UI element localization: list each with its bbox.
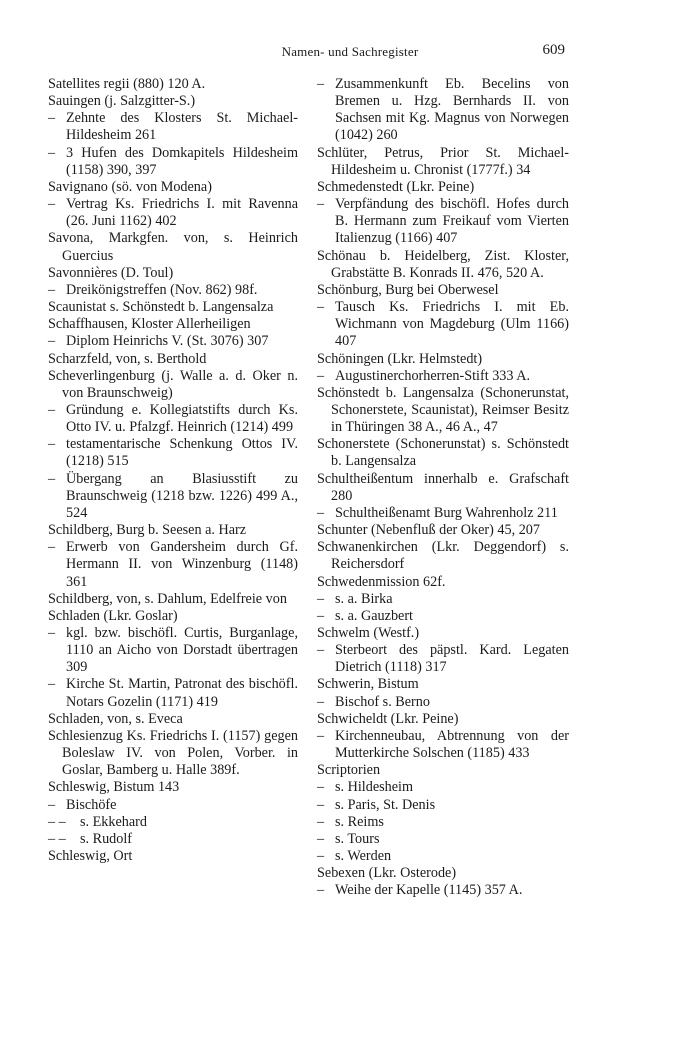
index-subentry: – Kirchenneubau, Abtrennung von der Mutterkirche Solschen (1185) 433	[317, 728, 569, 762]
index-entry: Schwerin, Bistum	[317, 676, 419, 693]
index-entry: Schwedenmission 62f.	[317, 573, 446, 590]
index-entry: Schultheißentum innerhalb e. Grafschaft 280	[317, 470, 569, 504]
index-subentry: – 3 Hufen des Domkapitels Hildesheim (1158) 390, 397	[48, 145, 298, 179]
index-subentry: – s. Werden	[317, 848, 569, 865]
index-subentry: – Zehnte des Klosters St. Michael-Hildesheim 261	[48, 110, 298, 144]
index-subentry: – s. Hildesheim	[317, 779, 569, 796]
index-entry: Schlesienzug Ks. Friedrichs I. (1157) gegen Boleslaw IV. von Polen, Vorber. in Goslar, Bamberg u. Halle 389f.	[48, 727, 298, 779]
index-entry: Schleswig, Bistum 143	[48, 779, 180, 796]
index-subentry: – s. a. Birka	[317, 591, 569, 608]
index-entry: Schwelm (Westf.)	[317, 625, 420, 641]
index-subentry: – s. Reims	[317, 814, 569, 831]
index-entry: Satellites regii (880) 120 A.	[48, 76, 206, 92]
index-entry: Schwicheldt (Lkr. Peine)	[317, 710, 459, 727]
index-entry: Schönburg, Burg bei Oberwesel	[317, 281, 499, 298]
index-subentry: – Zusammenkunft Eb. Becelins von Bremen u. Hzg. Bernhards II. von Sachsen mit Kg. Magnus von Norwegen (1042) 260	[317, 76, 569, 145]
index-subentry: – Bischöfe	[48, 797, 298, 814]
index-subentry: – Sterbeort des päpstl. Kard. Legaten Dietrich (1118) 317	[317, 642, 569, 676]
index-subentry: – s. Tours	[317, 831, 569, 848]
index-entry: Schlüter, Petrus, Prior St. Michael-Hildesheim u. Chronist (1777f.) 34	[317, 144, 569, 178]
index-subentry: – Kirche St. Martin, Patronat des bischöfl. Notars Gozelin (1171) 419	[48, 676, 298, 710]
left-column	[48, 76, 298, 865]
index-entry: Schaffhausen, Kloster Allerheiligen	[48, 316, 251, 333]
right-column	[317, 76, 569, 900]
index-subentry: – Gründung e. Kollegiatstifts durch Ks. Otto IV. u. Pfalzgf. Heinrich (1214) 499	[48, 402, 298, 436]
index-subentry: – Weihe der Kapelle (1145) 357 A.	[317, 882, 569, 899]
index-entry: Schonerstete (Schonerunstat) s. Schönstedt b. Langensalza	[317, 436, 569, 470]
index-entry: Schönstedt b. Langensalza (Schonerunstat, Schonerstete, Scaunistat), Reimser Besitz in Thüringen 38 A., 46 A., 47	[317, 384, 569, 436]
index-subentry: – s. Paris, St. Denis	[317, 797, 569, 814]
index-entry: Savona, Markgfen. von, s. Heinrich Guercius	[48, 230, 298, 264]
index-subsubentry: – – s. Rudolf	[48, 831, 298, 848]
index-entry: Schleswig, Ort	[48, 848, 133, 865]
index-entry: Schwanenkirchen (Lkr. Deggendorf) s. Reichersdorf	[317, 539, 569, 573]
index-entry: Scaunistat s. Schönstedt b. Langensalza	[48, 299, 274, 316]
index-subentry: – Übergang an Blasiusstift zu Braunschweig (1218 bzw. 1226) 499 A., 524	[48, 471, 298, 522]
index-entry: Schöningen (Lkr. Helmstedt)	[317, 350, 483, 367]
index-subentry: – Tausch Ks. Friedrichs I. mit Eb. Wichmann von Magdeburg (Ulm 1166) 407	[317, 299, 569, 350]
index-subentry: – testamentarische Schenkung Ottos IV. (1218) 515	[48, 436, 298, 470]
index-subentry: – Verpfändung des bischöfl. Hofes durch B. Hermann zum Freikauf vom Vierten Italienzug (1166) 407	[317, 196, 569, 247]
index-subentry: – Schultheißenamt Burg Wahrenholz 211	[317, 505, 569, 522]
index-subentry: – s. a. Gauzbert	[317, 608, 569, 625]
index-subentry: – kgl. bzw. bischöfl. Curtis, Burganlage, 1110 an Aicho von Dorstadt übertragen 309	[48, 625, 298, 676]
running-title: Namen- und Sachregister	[281, 44, 419, 59]
index-entry: Savignano (sö. von Modena)	[48, 178, 212, 195]
index-entry: Schildberg, von, s. Dahlum, Edelfreie von	[48, 590, 287, 607]
index-entry: Schmedenstedt (Lkr. Peine)	[317, 178, 475, 195]
index-entry: Scharzfeld, von, s. Berthold	[48, 350, 207, 367]
index-entry: Scriptorien	[317, 762, 381, 779]
index-entry: Schönau b. Heidelberg, Zist. Kloster, Grabstätte B. Konrads II. 476, 520 A.	[317, 247, 569, 281]
index-entry: Schladen, von, s. Eveca	[48, 710, 183, 727]
index-subentry: – Dreikönigstreffen (Nov. 862) 98f.	[48, 282, 298, 299]
index-entry: Schildberg, Burg b. Seesen a. Harz	[48, 522, 247, 539]
index-entry: Sebexen (Lkr. Osterode)	[317, 865, 457, 882]
index-entry: Scheverlingenburg (j. Walle a. d. Oker n. von Braunschweig)	[48, 367, 298, 401]
index-entry: Schunter (Nebenfluß der Oker) 45, 207	[317, 522, 540, 539]
index-subsubentry: – – s. Ekkehard	[48, 814, 298, 831]
index-subentry: – Augustinerchorherren-Stift 333 A.	[317, 368, 569, 385]
index-subentry: – Diplom Heinrichs V. (St. 3076) 307	[48, 333, 298, 350]
index-entry: Schladen (Lkr. Goslar)	[48, 607, 178, 624]
index-subentry: – Vertrag Ks. Friedrichs I. mit Ravenna (26. Juni 1162) 402	[48, 196, 298, 230]
index-subentry: – Bischof s. Berno	[317, 694, 569, 711]
index-subentry: – Erwerb von Gandersheim durch Gf. Hermann II. von Winzenburg (1148) 361	[48, 539, 298, 590]
index-entry: Savonnières (D. Toul)	[48, 264, 174, 281]
page-number: 609	[542, 42, 565, 58]
index-entry: Sauingen (j. Salzgitter-S.)	[48, 93, 196, 110]
